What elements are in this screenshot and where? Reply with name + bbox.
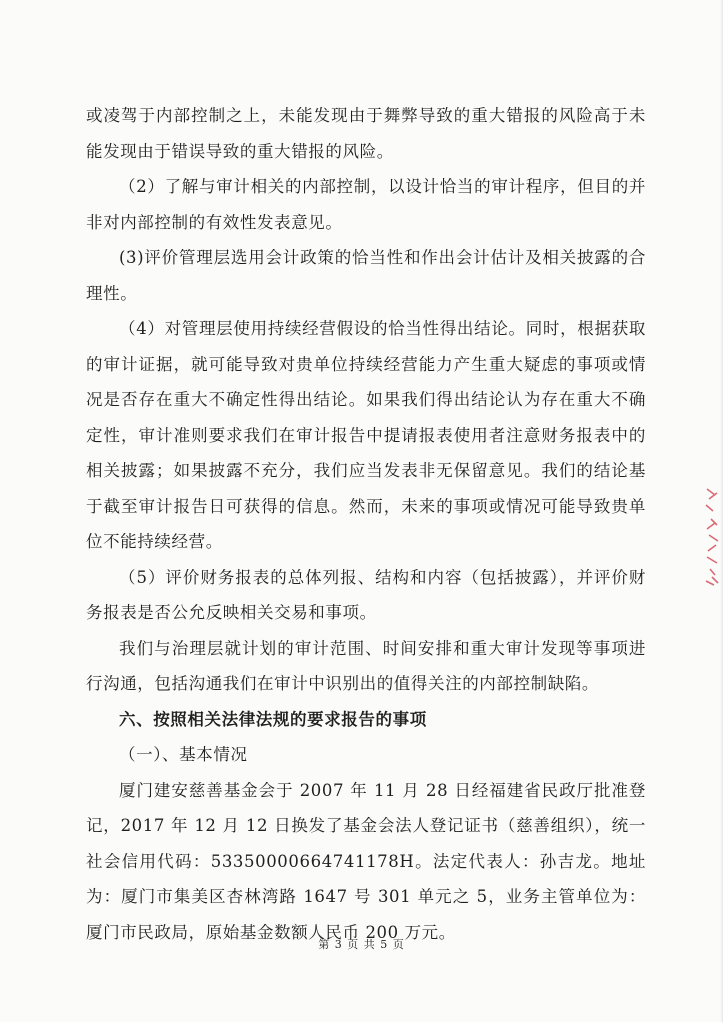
paragraph-item-3: (3)评价管理层选用会计政策的恰当性和作出会计估计及相关披露的合理性。 xyxy=(86,248,646,303)
paragraph-basic-info: 厦门建安慈善基金会于 2007 年 11 月 28 日经福建省民政厅批准登记，2017 年 12 月 12 日换发了基金会法人登记证书（慈善组织），统一社会信用代码：53350000664741178H。法定代表人：孙吉龙。地址为：厦门市集美区杏林湾路 1647 号 301 单元之 5，业务主管单位为：厦门市民政局，原始基金数额人民币 200 万元。 xyxy=(86,780,646,942)
paragraph-item-2: （2）了解与审计相关的内部控制，以设计恰当的审计程序，但目的并非对内部控制的有效性发表意见。 xyxy=(86,177,646,232)
paragraph-continuation: 或凌驾于内部控制之上，未能发现由于舞弊导致的重大错报的风险高于未能发现由于错误导致的重大错报的风险。 xyxy=(86,106,646,161)
paragraph-item-5: （5）评价财务报表的总体列报、结构和内容（包括披露），并评价财务报表是否公允反映相关交易和事项。 xyxy=(86,567,646,622)
page-number-footer: 第 3 页 共 5 页 xyxy=(318,938,405,951)
page-content xyxy=(86,98,646,950)
section-heading: 六、按照相关法律法规的要求报告的事项 xyxy=(119,709,427,729)
subsection-heading: （一）、基本情况 xyxy=(119,745,248,764)
paragraph-communication: 我们与治理层就计划的审计范围、时间安排和重大审计发现等事项进行沟通，包括沟通我们在审计中识别出的值得关注的内部控制缺陷。 xyxy=(86,638,646,693)
paragraph-item-4: （4）对管理层使用持续经营假设的恰当性得出结论。同时，根据获取的审计证据，就可能导致对贵单位持续经营能力产生重大疑虑的事项或情况是否存在重大不确定性得出结论。如果我们得出结论认为存在重大不确定性，审计准则要求我们在审计报告中提请报表使用者注意财务报表中的相关披露；如果披露不充分，我们应当发表非无保留意见。我们的结论基于截至审计报告日可获得的信息。然而，未来的事项或情况可能导致贵单位不能持续经营。 xyxy=(86,319,646,551)
seal-stamp-edge xyxy=(703,485,721,590)
